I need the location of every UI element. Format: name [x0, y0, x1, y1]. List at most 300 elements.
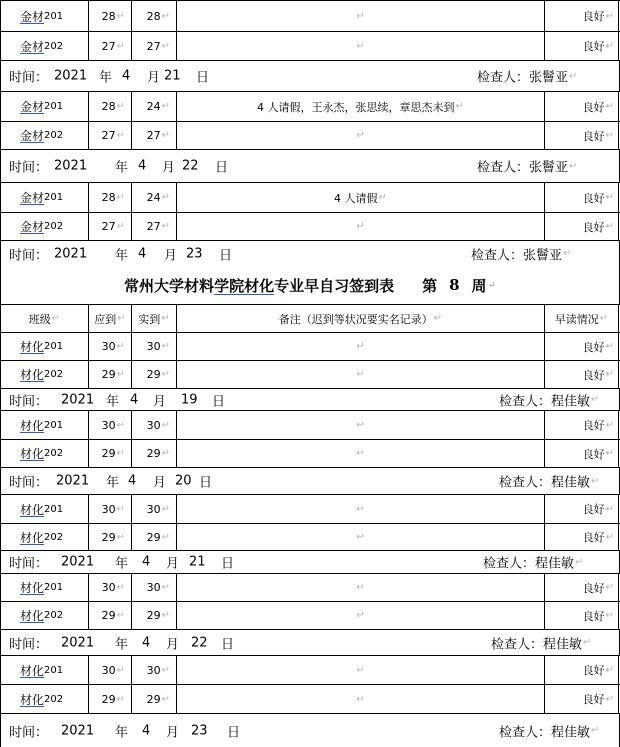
present-count: 27: [146, 129, 161, 142]
paragraph-mark-icon: ↵: [116, 664, 125, 676]
present-count-cell: [131, 1, 176, 31]
paragraph-mark-icon: ↵: [563, 248, 572, 259]
reading-status: 良好: [582, 693, 605, 706]
date-day: 19: [181, 392, 198, 407]
paragraph-mark-icon: ↵: [605, 610, 614, 621]
present-count: 24: [146, 100, 161, 113]
date-year: 2021: [61, 392, 95, 407]
class-cell: [0, 213, 88, 240]
class-cell: [0, 602, 88, 629]
paragraph-mark-icon: ↵: [116, 610, 125, 621]
expected-count-cell: [88, 213, 131, 240]
present-count-cell: [131, 574, 176, 601]
class-cell: [0, 183, 88, 212]
paragraph-mark-icon: ↵: [161, 313, 170, 324]
date-month: 4: [142, 723, 151, 738]
present-count: 29: [146, 368, 161, 381]
paragraph-mark-icon: ↵: [605, 693, 614, 705]
reading-status: 良好: [582, 581, 605, 595]
expected-count: 28: [101, 191, 116, 204]
present-count: 29: [146, 609, 161, 622]
inspector: 检查人：张鬙亚 ↵: [471, 248, 572, 263]
paragraph-mark-icon: ↵: [161, 610, 170, 621]
expected-count: 29: [101, 692, 116, 706]
paragraph-mark-icon: ↵: [161, 192, 170, 203]
date-month-unit: 月: [164, 248, 178, 263]
paragraph-mark-icon: ↵: [356, 531, 365, 543]
class-number: 201: [44, 582, 64, 593]
class-name: 材化: [20, 340, 45, 354]
class-cell: [0, 685, 88, 713]
paragraph-mark-icon: ↵: [591, 725, 600, 736]
class-cell: [0, 92, 88, 121]
paragraph-mark-icon: ↵: [356, 10, 365, 22]
paragraph-mark-icon: ↵: [605, 531, 614, 543]
expected-count: 29: [101, 447, 116, 460]
status-cell: [544, 92, 619, 121]
status-cell: [544, 685, 619, 713]
class-cell: [0, 440, 88, 467]
paragraph-mark-icon: ↵: [575, 556, 584, 568]
date-day: 21: [189, 554, 206, 570]
paragraph-mark-icon: ↵: [161, 221, 170, 232]
date-label: 时间：: [9, 637, 49, 652]
status-cell: [544, 495, 619, 523]
date-line: [0, 714, 620, 747]
paragraph-mark-icon: ↵: [116, 448, 125, 459]
class-cell: [0, 656, 88, 684]
date-day-unit: 日: [219, 248, 233, 263]
class-name: 材化: [20, 530, 45, 545]
paragraph-mark-icon: ↵: [161, 503, 170, 515]
class-number: 202: [44, 448, 64, 459]
paragraph-mark-icon: ↵: [605, 101, 614, 112]
present-count: 27: [146, 39, 161, 53]
present-count-cell: [131, 333, 176, 360]
date-day-unit: 日: [227, 725, 241, 740]
expected-count-cell: [88, 602, 131, 629]
week-unit: 周: [471, 276, 487, 295]
class-number: 201: [44, 10, 64, 22]
date-label: 时间：: [9, 475, 49, 491]
expected-count-cell: [88, 495, 131, 523]
expected-count-cell: [88, 122, 131, 149]
note-text: 4 人请假，王永杰，张思续，章思杰未到: [257, 100, 455, 114]
present-count: 29: [146, 530, 161, 544]
paragraph-mark-icon: ↵: [433, 313, 443, 324]
class-number: 201: [44, 664, 64, 676]
paragraph-mark-icon: ↵: [161, 448, 170, 459]
class-cell: [0, 122, 88, 149]
class-number: 202: [44, 130, 64, 141]
status-cell: [544, 656, 619, 684]
paragraph-mark-icon: ↵: [605, 10, 614, 22]
table-row: [0, 601, 620, 630]
date-year: 2021: [61, 554, 95, 570]
present-count-cell: [131, 213, 176, 240]
class-name: 材化: [20, 418, 45, 433]
date-month: 4: [142, 635, 151, 650]
date-line: [0, 389, 620, 410]
class-cell: [0, 524, 88, 550]
paragraph-mark-icon: ↵: [605, 448, 614, 459]
paragraph-mark-icon: ↵: [356, 341, 365, 352]
header-status-cell: [544, 305, 619, 332]
expected-count-cell: [88, 574, 131, 601]
paragraph-mark-icon: ↵: [356, 419, 365, 431]
paragraph-mark-icon: ↵: [161, 101, 170, 112]
date-month: 4: [142, 554, 151, 570]
inspector: 检查人：程佳敏 ↵: [499, 394, 600, 409]
paragraph-mark-icon: ↵: [356, 693, 365, 705]
date-year-unit: 年: [115, 556, 129, 572]
note-cell: [176, 32, 544, 60]
reading-status: 良好: [582, 664, 605, 677]
present-count: 29: [146, 447, 161, 460]
expected-count: 27: [101, 39, 116, 53]
reading-status: 良好: [582, 129, 605, 143]
inspector: 检查人：程佳敏 ↵: [491, 637, 592, 652]
expected-count-cell: [88, 524, 131, 550]
present-count-cell: [131, 411, 176, 439]
class-name: 金材: [20, 9, 45, 24]
paragraph-mark-icon: ↵: [116, 192, 125, 203]
inspector: 检查人：张鬙亚 ↵: [477, 70, 578, 86]
table-row: [0, 655, 620, 684]
table-title: [0, 266, 620, 304]
paragraph-mark-icon: ↵: [161, 130, 170, 141]
title-suffix: 专业早自习签到表: [274, 276, 395, 295]
present-count-cell: [131, 495, 176, 523]
date-year-unit: 年: [115, 160, 129, 176]
present-count: 30: [146, 340, 161, 353]
class-name: 金材: [20, 100, 45, 114]
paragraph-mark-icon: ↵: [356, 582, 365, 593]
class-cell: [0, 32, 88, 60]
present-count: 27: [146, 220, 161, 233]
class-number: 202: [44, 531, 64, 543]
date-line: [0, 551, 620, 573]
paragraph-mark-icon: ↵: [51, 313, 61, 324]
paragraph-mark-icon: ↵: [356, 369, 365, 380]
expected-count-cell: [88, 361, 131, 388]
status-cell: [544, 32, 619, 60]
paragraph-mark-icon: ↵: [569, 160, 578, 172]
table-row: [0, 494, 620, 523]
paragraph-mark-icon: ↵: [605, 341, 614, 352]
date-day-unit: 日: [199, 475, 213, 491]
expected-count: 30: [101, 340, 116, 353]
date-day: 23: [186, 246, 203, 261]
paragraph-mark-icon: ↵: [605, 192, 614, 203]
present-count-cell: [131, 183, 176, 212]
date-day-unit: 日: [212, 394, 226, 409]
expected-count-cell: [88, 1, 131, 31]
class-number: 202: [44, 369, 64, 380]
class-number: 202: [44, 40, 64, 52]
paragraph-mark-icon: ↵: [116, 369, 125, 380]
table-row: [0, 410, 620, 439]
note-cell: [176, 411, 544, 439]
paragraph-mark-icon: ↵: [161, 341, 170, 352]
table-row: [0, 439, 620, 468]
present-count: 29: [146, 692, 161, 706]
paragraph-mark-icon: ↵: [605, 40, 614, 52]
header-present: 实到: [138, 312, 161, 326]
expected-count: 29: [101, 530, 116, 544]
expected-count-cell: [88, 656, 131, 684]
header-expected-cell: [88, 305, 131, 332]
paragraph-mark-icon: ↵: [605, 130, 614, 141]
paragraph-mark-icon: ↵: [161, 693, 170, 705]
class-name: 材化: [20, 609, 45, 623]
expected-count: 28: [101, 100, 116, 113]
expected-count: 27: [101, 220, 116, 233]
date-year-unit: 年: [115, 637, 129, 652]
date-day: 20: [175, 473, 192, 489]
paragraph-mark-icon: ↵: [116, 341, 125, 352]
note-cell: [176, 685, 544, 713]
date-label: 时间：: [9, 248, 49, 263]
reading-status: 良好: [582, 419, 605, 432]
inspector: 检查人：程佳敏 ↵: [499, 725, 600, 740]
paragraph-mark-icon: ↵: [161, 664, 170, 676]
inspector: 检查人：程佳敏 ↵: [483, 556, 584, 572]
paragraph-mark-icon: ↵: [356, 40, 365, 52]
present-count-cell: [131, 122, 176, 149]
status-cell: [544, 361, 619, 388]
reading-status: 良好: [582, 340, 605, 354]
status-cell: [544, 1, 619, 31]
present-count: 28: [146, 9, 161, 23]
paragraph-mark-icon: ↵: [583, 637, 592, 648]
date-year-unit: 年: [106, 394, 120, 409]
table-row: [0, 573, 620, 601]
table-row: [0, 360, 620, 389]
reading-status: 良好: [582, 40, 605, 53]
date-month-unit: 月: [153, 475, 167, 491]
date-year: 2021: [54, 158, 88, 174]
present-count-cell: [131, 656, 176, 684]
header-present-cell: [131, 305, 176, 332]
paragraph-mark-icon: ↵: [356, 448, 365, 459]
paragraph-mark-icon: ↵: [161, 531, 170, 543]
paragraph-mark-icon: ↵: [487, 279, 496, 291]
date-year: 2021: [54, 246, 88, 261]
header-class-cell: [0, 305, 88, 332]
date-day: 23: [191, 723, 208, 738]
date-month: 4: [130, 392, 139, 407]
expected-count: 27: [101, 129, 116, 142]
table-row: [0, 121, 620, 150]
present-count: 30: [146, 663, 161, 677]
note-cell: [176, 213, 544, 240]
table-row: [0, 684, 620, 714]
date-label: 时间：: [9, 394, 49, 409]
table-row: [0, 182, 620, 212]
reading-status: 良好: [582, 10, 605, 23]
class-number: 202: [44, 693, 64, 705]
expected-count-cell: [88, 32, 131, 60]
date-month: 4: [128, 473, 137, 489]
date-month-unit: 月: [166, 725, 180, 740]
date-year-unit: 年: [99, 70, 113, 86]
note-text: 4 人请假: [334, 191, 378, 205]
paragraph-mark-icon: ↵: [116, 693, 125, 705]
class-name: 金材: [20, 129, 45, 143]
paragraph-mark-icon: ↵: [161, 40, 170, 52]
note-cell: [176, 524, 544, 550]
paragraph-mark-icon: ↵: [591, 475, 600, 487]
date-year-unit: 年: [115, 725, 129, 740]
class-number: 201: [44, 101, 64, 112]
date-line: [0, 630, 620, 655]
note-cell: [176, 361, 544, 388]
week-label: 第: [422, 276, 438, 295]
table-row: [0, 0, 620, 31]
class-name: 材化: [20, 368, 45, 382]
date-month: 4: [138, 246, 147, 261]
paragraph-mark-icon: ↵: [161, 369, 170, 380]
date-day-unit: 日: [221, 556, 235, 572]
expected-count-cell: [88, 183, 131, 212]
date-year: 2021: [61, 635, 95, 650]
title-prefix: 常州大学材料: [124, 276, 215, 295]
inspector: 检查人：张鬙亚 ↵: [477, 160, 578, 176]
date-day-unit: 日: [196, 70, 210, 86]
note-cell: [176, 92, 544, 121]
header-expected: 应到: [94, 312, 117, 326]
paragraph-mark-icon: ↵: [378, 192, 387, 203]
class-cell: [0, 574, 88, 601]
date-month-unit: 月: [147, 70, 161, 86]
reading-status: 良好: [582, 100, 605, 114]
paragraph-mark-icon: ↵: [605, 503, 614, 515]
paragraph-mark-icon: ↵: [605, 582, 614, 593]
reading-status: 良好: [582, 191, 605, 205]
date-year: 2021: [56, 473, 90, 489]
date-day-unit: 日: [221, 637, 235, 652]
title-underlined: 学院材化: [214, 276, 275, 295]
header-class: 班级: [28, 312, 51, 326]
date-year-unit: 年: [115, 248, 129, 263]
date-month: 4: [122, 68, 131, 84]
reading-status: 良好: [582, 447, 605, 461]
class-name: 金材: [20, 191, 45, 205]
present-count-cell: [131, 32, 176, 60]
class-name: 材化: [20, 692, 45, 707]
paragraph-mark-icon: ↵: [161, 582, 170, 593]
note-cell: [176, 495, 544, 523]
paragraph-mark-icon: ↵: [605, 664, 614, 676]
note-cell: [176, 440, 544, 467]
table-row: [0, 31, 620, 61]
present-count-cell: [131, 361, 176, 388]
note-cell: [176, 333, 544, 360]
class-cell: [0, 361, 88, 388]
present-count: 30: [146, 418, 161, 432]
expected-count-cell: [88, 92, 131, 121]
date-line: [0, 150, 620, 182]
status-cell: [544, 122, 619, 149]
date-line: [0, 468, 620, 494]
status-cell: [544, 574, 619, 601]
class-cell: [0, 495, 88, 523]
expected-count: 30: [101, 502, 116, 516]
expected-count-cell: [88, 333, 131, 360]
paragraph-mark-icon: ↵: [569, 70, 578, 82]
reading-status: 良好: [582, 220, 605, 234]
class-number: 201: [44, 341, 64, 352]
status-cell: [544, 524, 619, 550]
expected-count-cell: [88, 440, 131, 467]
present-count: 30: [146, 502, 161, 516]
present-count: 30: [146, 581, 161, 594]
class-name: 材化: [20, 581, 45, 595]
expected-count: 29: [101, 368, 116, 381]
date-label: 时间：: [9, 725, 49, 740]
header-note: 备注（迟到等状况要实名记录）: [278, 312, 433, 326]
note-cell: [176, 602, 544, 629]
class-number: 201: [44, 192, 64, 203]
date-month: 4: [138, 158, 147, 174]
paragraph-mark-icon: ↵: [116, 419, 125, 431]
paragraph-mark-icon: ↵: [161, 419, 170, 431]
present-count-cell: [131, 685, 176, 713]
header-status: 早读情况: [554, 312, 599, 326]
status-cell: [544, 440, 619, 467]
note-cell: [176, 574, 544, 601]
note-cell: [176, 656, 544, 684]
class-name: 金材: [20, 220, 45, 234]
date-day: 22: [191, 635, 208, 650]
status-cell: [544, 411, 619, 439]
inspector: 检查人：程佳敏 ↵: [499, 475, 600, 491]
status-cell: [544, 333, 619, 360]
paragraph-mark-icon: ↵: [116, 503, 125, 515]
expected-count: 28: [101, 9, 116, 23]
date-line: [0, 61, 620, 91]
present-count-cell: [131, 602, 176, 629]
table-row: [0, 332, 620, 360]
date-day-unit: 日: [215, 160, 229, 176]
class-name: 材化: [20, 502, 45, 517]
class-number: 202: [44, 221, 64, 232]
paragraph-mark-icon: ↵: [116, 130, 125, 141]
expected-count: 29: [101, 609, 116, 622]
paragraph-mark-icon: ↵: [356, 130, 365, 141]
paragraph-mark-icon: ↵: [356, 664, 365, 676]
note-cell: [176, 183, 544, 212]
present-count: 24: [146, 191, 161, 204]
expected-count-cell: [88, 411, 131, 439]
date-label: 时间：: [9, 70, 49, 86]
paragraph-mark-icon: ↵: [356, 610, 365, 621]
paragraph-mark-icon: ↵: [605, 369, 614, 380]
date-month-unit: 月: [153, 394, 167, 409]
note-cell: [176, 122, 544, 149]
expected-count: 30: [101, 418, 116, 432]
table-header: [0, 304, 620, 332]
date-month-unit: 月: [162, 160, 176, 176]
present-count-cell: [131, 524, 176, 550]
reading-status: 良好: [582, 368, 605, 382]
class-name: 材化: [20, 447, 45, 461]
header-note-cell: [176, 305, 544, 332]
class-name: 材化: [20, 663, 45, 678]
class-cell: [0, 411, 88, 439]
expected-count: 30: [101, 581, 116, 594]
